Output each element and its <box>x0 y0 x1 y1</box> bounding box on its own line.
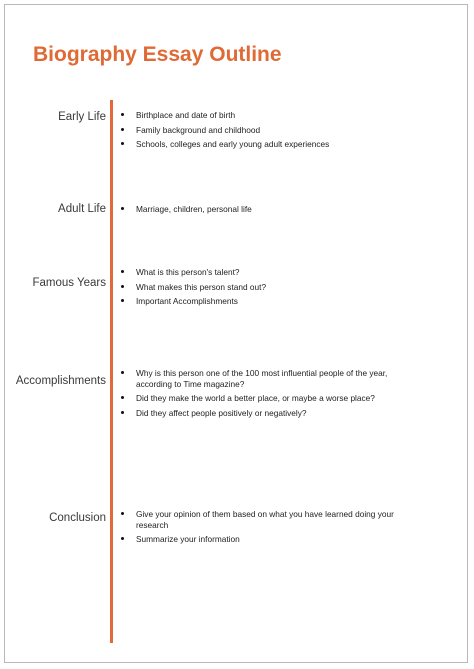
list-item <box>121 139 421 150</box>
bullet-icon <box>121 411 124 414</box>
conclusion-list <box>121 509 421 549</box>
list-item-text: Birthplace and date of birth <box>136 110 236 120</box>
section-label-accomplishments: Accomplishments <box>15 375 106 387</box>
bullet-icon <box>121 512 124 515</box>
list-item-text: What is this person's talent? <box>136 267 240 277</box>
list-item-text: Did they make the world a better place, or maybe a worse place? <box>136 393 375 403</box>
list-item-text: Marriage, children, personal life <box>136 204 252 214</box>
timeline-divider <box>110 100 113 643</box>
bullet-icon <box>121 299 124 302</box>
list-item-text: Why is this person one of the 100 most influential people of the year, according to Time magazine? <box>136 368 388 389</box>
bullet-icon <box>121 142 124 145</box>
famous-years-list <box>121 267 421 311</box>
list-item <box>121 534 421 545</box>
bullet-icon <box>121 113 124 116</box>
bullet-icon <box>121 285 124 288</box>
list-item-text: Give your opinion of them based on what you have learned doing your research <box>136 509 394 530</box>
list-item <box>121 393 421 404</box>
bullet-icon <box>121 128 124 131</box>
bullet-icon <box>121 270 124 273</box>
bullet-icon <box>121 207 124 210</box>
section-label-famous-years: Famous Years <box>32 277 106 289</box>
list-item <box>121 296 421 307</box>
list-item-text: Important Accomplishments <box>136 296 238 306</box>
list-item <box>121 267 421 278</box>
list-item-text: Schools, colleges and early young adult experiences <box>136 139 330 149</box>
accomplishments-list <box>121 368 421 422</box>
document-page <box>4 4 468 663</box>
bullet-icon <box>121 537 124 540</box>
list-item <box>121 408 421 419</box>
list-item-text: What makes this person stand out? <box>136 281 267 292</box>
bullet-icon <box>121 396 124 399</box>
list-item <box>121 204 421 215</box>
list-item-text: Did they affect people positively or negatively? <box>136 407 307 418</box>
list-item-text: Summarize your information <box>136 534 240 544</box>
adult-life-list <box>121 204 421 219</box>
list-item <box>121 282 421 293</box>
list-item <box>121 509 421 530</box>
list-item-text: Family background and childhood <box>136 124 261 135</box>
section-label-early-life: Early Life <box>58 111 106 123</box>
section-label-conclusion: Conclusion <box>49 512 106 524</box>
early-life-list <box>121 110 421 154</box>
section-label-adult-life: Adult Life <box>58 203 106 215</box>
list-item <box>121 368 421 389</box>
list-item <box>121 125 421 136</box>
bullet-icon <box>121 371 124 374</box>
list-item <box>121 110 421 121</box>
document-title: Biography Essay Outline <box>33 43 282 66</box>
